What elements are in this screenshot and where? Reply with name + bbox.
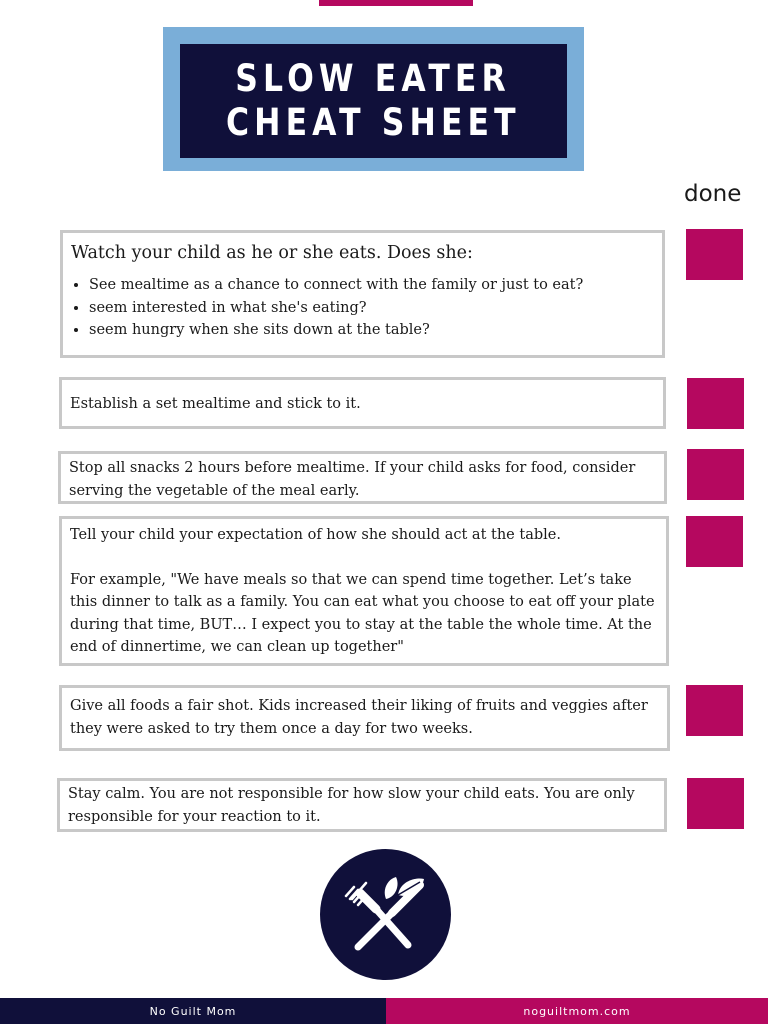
footer-website-link[interactable]: noguiltmom.com: [386, 998, 768, 1024]
task-stay-calm: [57, 778, 667, 832]
task-set-expectation: [59, 516, 669, 666]
done-checkbox-5[interactable]: [686, 685, 743, 736]
task-text: Tell your child your expectation of how she should act at the table.: [70, 527, 561, 543]
task-set-mealtime: [59, 377, 666, 429]
task-observe-lead: Watch your child as he or she eats. Does she:: [71, 243, 473, 263]
task-example-text: For example, "We have meals so that we can spend time together. Let’s take this dinner to talk as a family. You can eat what you choose to eat off your plate during that time, BUT… I expect you to stay at the table the whole time. At the end of dinnertime, we can clean up together": [70, 571, 655, 655]
task-text: Stay calm. You are not responsible for how slow your child eats. You are only responsible for your reaction to it.: [68, 786, 635, 825]
observe-question: • seem interested in what she's eating?: [89, 297, 654, 320]
fork-knife-leaf-icon: [336, 865, 436, 965]
done-column-label: done: [684, 181, 742, 207]
done-checkbox-3[interactable]: [687, 449, 744, 500]
title-line-2: CHEAT SHEET: [226, 101, 521, 144]
task-text: Give all foods a fair shot. Kids increased their liking of fruits and veggies after they were asked to try them once a day for two weeks.: [70, 698, 648, 737]
title-line-1: SLOW EATER: [235, 57, 512, 100]
observe-question-list: [71, 274, 654, 342]
footer-brand-name: No Guilt Mom: [0, 998, 386, 1024]
task-stop-snacks: [58, 451, 667, 504]
done-checkbox-4[interactable]: [686, 516, 743, 567]
task-fair-shot: [59, 685, 670, 751]
task-text: Stop all snacks 2 hours before mealtime. If your child asks for food, consider serving the vegetable of the meal early.: [69, 460, 636, 499]
done-checkbox-2[interactable]: [687, 378, 744, 429]
task-text: Establish a set mealtime and stick to it.: [70, 396, 361, 412]
logo-badge: [320, 849, 451, 980]
observe-question: • See mealtime as a chance to connect with the family or just to eat?: [89, 274, 654, 297]
done-checkbox-1[interactable]: [686, 229, 743, 280]
title-block: [180, 44, 567, 158]
observe-question: • seem hungry when she sits down at the table?: [89, 319, 654, 342]
task-observe-child: [60, 230, 665, 358]
done-checkbox-6[interactable]: [687, 778, 744, 829]
top-accent-bar: [319, 0, 473, 6]
